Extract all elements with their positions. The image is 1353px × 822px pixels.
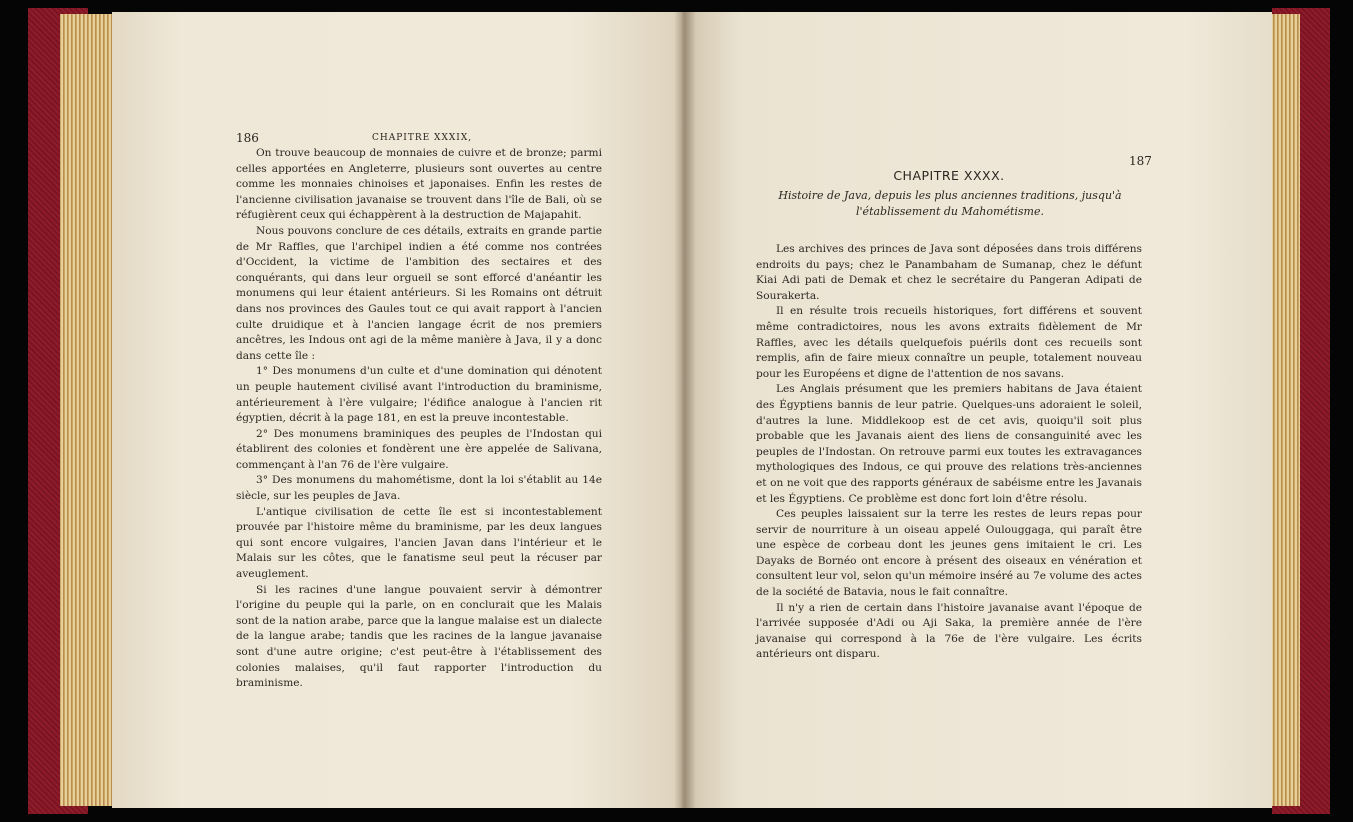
right-paragraph: Il en résulte trois recueils historiques, fort différens et souvent même contradictoires, nous les avons extraits fidèlement de Mr Raffles, avec les détails quelquefois puérils dont ces recueils sont remplis, afin de faire mieux connaître un peuple, totalement nouveau pour les Européens et digne de l'attention de nos savans.	[756, 305, 1142, 380]
left-page-number: 186	[236, 131, 259, 145]
right-paragraph: Ces peuples laissaient sur la terre les restes de leurs repas pour servir de nourriture à un oiseau appelé Oulouggaga, qui paraît être une espèce de corbeau dont les jeunes gens imitaient le cri. Les Dayaks de Bornéo ont encore à présent des oiseaux en vénération et consultent leur vol, selon qu'un mémoire inséré au 7e volume des actes de la société de Batavia, nous le fait connaître.	[756, 508, 1142, 599]
left-paragraph: 2° Des monumens braminiques des peuples de l'Indostan qui établirent des colonies et fondèrent une ère appelée de Salivana, commençant à l'an 76 de l'ère vulgaire.	[236, 427, 602, 471]
left-paragraph: 3° Des monumens du mahométisme, dont la loi s'établit au 14e siècle, sur les peuples de Java.	[236, 474, 602, 503]
right-page-number: 187	[1129, 154, 1152, 168]
left-paragraph: Nous pouvons conclure de ces détails, extraits en grande partie de Mr Raffles, que l'archipel indien a été comme nos contrées d'Occident, la victime de l'ambition des sectaires et des conquérants, qui dans leur orgueil se sont efforcé d'anéantir les monumens qui leur étaient antérieurs. Si les Romains ont détruit dans nos provinces des Gaules tout ce qui avait rapport à l'ancien culte druidique et à l'ancien langage écrit de nos premiers ancêtres, les Indous ont agi de la même manière à Java, il y a donc dans cette île :	[236, 224, 602, 362]
right-paragraph: Les archives des princes de Java sont déposées dans trois différens endroits du pays; chez le Panambaham de Sumanap, chez le défunt Kiai Adi pati de Demak et chez le secrétaire du Pangeran Adipati de Sourakerta.	[756, 243, 1142, 302]
chapter-subtitle: Histoire de Java, depuis les plus anciennes traditions, jusqu'à l'établissement du Mahométisme.	[778, 189, 1122, 218]
right-paragraph: Les Anglais présument que les premiers habitans de Java étaient des Égyptiens bannis de leur patrie. Quelques-uns adoraient le soleil, d'autres la lune. Middlekoop est de cet avis, quoiqu'il soit plus probable que les Javanais aient des liens de consanguinité avec les peuples de l'Indostan. On retrouve parmi eux toutes les extravagances mythologiques des Indous, ce qui prouve des relations très-anciennes et on ne voit que des rapports généraux de sabéisme entre les Javanais et les Égyptiens. Ce problème est donc fort loin d'être résolu.	[756, 383, 1142, 505]
left-paragraph: 1° Des monumens d'un culte et d'une domination qui dénotent un peuple hautement civilisé avant l'introduction du braminisme, antérieurement à l'ère vulgaire; l'édifice analogue à l'ancien rit égyptien, décrit à la page 181, en est la preuve incontestable.	[236, 365, 602, 425]
book-gutter	[674, 12, 696, 808]
left-page-edges	[60, 14, 116, 806]
right-paragraph: Il n'y a rien de certain dans l'histoire javanaise avant l'époque de l'arrivée supposée d'Adi ou Aji Saka, la première année de l'ère javanaise qui correspond à la 76e de l'ère vulgaire. Les écrits antérieurs ont disparu.	[756, 601, 1142, 661]
left-paragraph: On trouve beaucoup de monnaies de cuivre et de bronze; parmi celles apportées en Angleterre, plusieurs sont ouvertes au centre comme les monnaies chinoises et japonaises. Enfin les restes de l'ancienne civilisation javanaise se trouvent dans l'île de Bali, où se réfugièrent ceux qui échappèrent à la destruction de Majapahit.	[236, 147, 602, 222]
left-paragraph: Si les racines d'une langue pouvaient servir à démontrer l'origine du peuple qui la parle, on en conclurait que les Malais sont de la nation arabe, parce que la langue malaise est un dialecte de la langue arabe; tandis que les racines de la langue javanaise sont d'une autre origine; c'est peut-être à l'établissement des colonies malaises, qu'il faut rapporter l'introduction du braminisme.	[236, 583, 602, 690]
left-paragraph: L'antique civilisation de cette île est si incontestablement prouvée par l'histoire même du braminisme, par les deux langues qui sont encore vulgaires, l'ancien Javan dans l'intérieur et le Malais sur les côtes, que le fanatisme seul peut la récuser par aveuglement.	[236, 505, 602, 581]
chapter-title: CHAPITRE XXXX.	[893, 168, 1005, 183]
left-page-body	[236, 146, 602, 692]
right-page-body	[756, 242, 1142, 663]
running-head: CHAPITRE XXXIX,	[372, 133, 473, 143]
